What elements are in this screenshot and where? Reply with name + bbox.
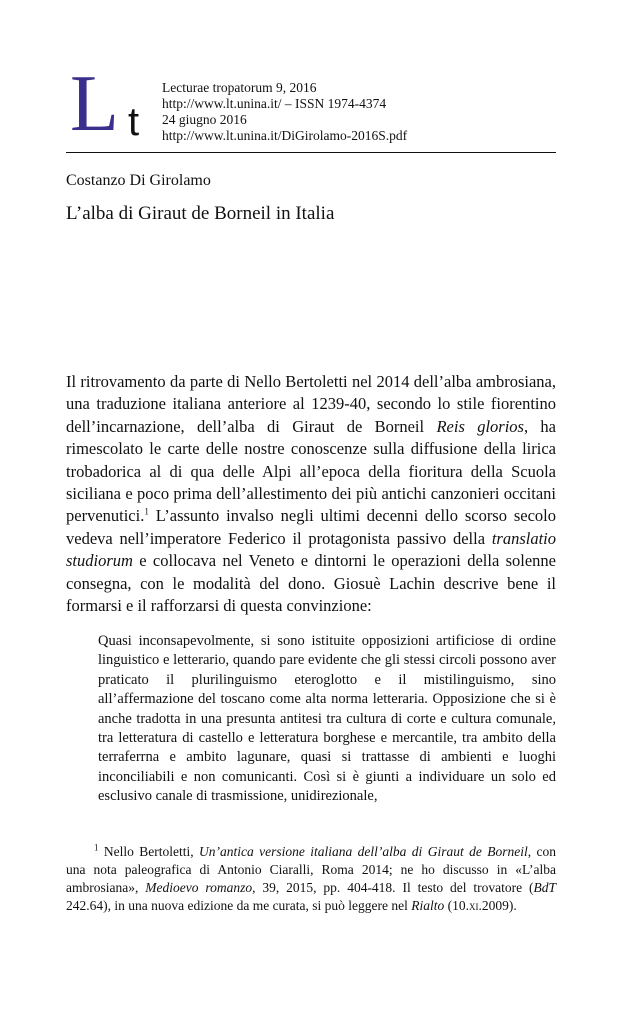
journal-issue: Lecturae tropatorum 9, 2016: [162, 80, 317, 95]
journal-url-issn: http://www.lt.unina.it/ – ISSN 1974-4374: [162, 96, 387, 111]
body-paragraph: Il ritrovamento da parte di Nello Bertoletti nel 2014 dell’alba ambrosiana, una traduzione italiana anteriore al 1239-40, secondo lo stile fiorentino dell’incarnazione, dell’alba di Giraut de Borneil Reis glorios, ha rimescolato le carte delle nostre conoscenze sulla diffusione della lirica trobadorica al di qua delle Alpi all’epoca della fioritura della Scuola siciliana e poco prima dell’allestimento dei più antichi canzonieri occitani pervenutici.$^1$ L’assunto invalso negli ultimi decenni dello scorso secolo vedeva nell’imperatore Federico il protagonista passivo della translatio studiorum e collocava nel Veneto e dintorni le operazioni della solenne consegna, con le modalità del dono. Giosuè Lachin descrive bene il formarsi e il rafforzarsi di questa convinzione:: [66, 372, 557, 616]
journal-logo: [70, 60, 156, 148]
quotation-text: Quasi inconsapevolmente, si sono istituite opposizioni artificiose di ordine linguistico e letterario, quando pare evidente che gli stessi circoli possono aver praticato il plurilinguismo eteroglotto e il mistilinguismo, sino all’affermazione del toscano come alta norma letteraria. Opposizione che si è anche tradotta in una presunta antitesi tra cultura di corte e cultura comunale, tra letteratura di castello e letteratura borghese e mercantile, tra ambito della terraferrna e ambito lagunare, quasi si trattasse di ambienti e luoghi inconciliabili e non comunicanti. Così si è giunti a individuare un solo ed esclusivo canale di trasmissione, unidirezionale,: [98, 633, 556, 805]
footnote-reference[interactable]: 1: [144, 506, 149, 517]
article-body: [66, 371, 556, 617]
article-title: L’alba di Giraut de Borneil in Italia: [66, 203, 335, 224]
logo-letter-t: t: [128, 100, 140, 144]
publication-date: 24 giugno 2016: [162, 112, 247, 127]
block-quotation: [98, 632, 556, 807]
logo-letter-l: L: [70, 60, 119, 148]
article-author: Costanzo Di Girolamo: [66, 172, 211, 189]
publication-info: [162, 80, 407, 144]
article-pdf-url: http://www.lt.unina.it/DiGirolamo-2016S.pdf: [162, 128, 408, 143]
header-rule: [66, 152, 556, 153]
footnote: [66, 843, 556, 915]
footnote-text: $^1$ Nello Bertoletti, Un’antica versione italiana dell’alba di Giraut de Borneil, con una nota paleografica di Antonio Ciaralli, Roma 2014; ne ho discusso in «L’alba ambrosiana», Medioevo romanzo, 39, 2015, pp. 404-418. Il testo del trovatore (BdT 242.64), in una nuova edizione da me curata, si può leggere nel Rialto (10.xi.2009).: [66, 842, 556, 913]
footnote-number: 1: [94, 842, 99, 853]
